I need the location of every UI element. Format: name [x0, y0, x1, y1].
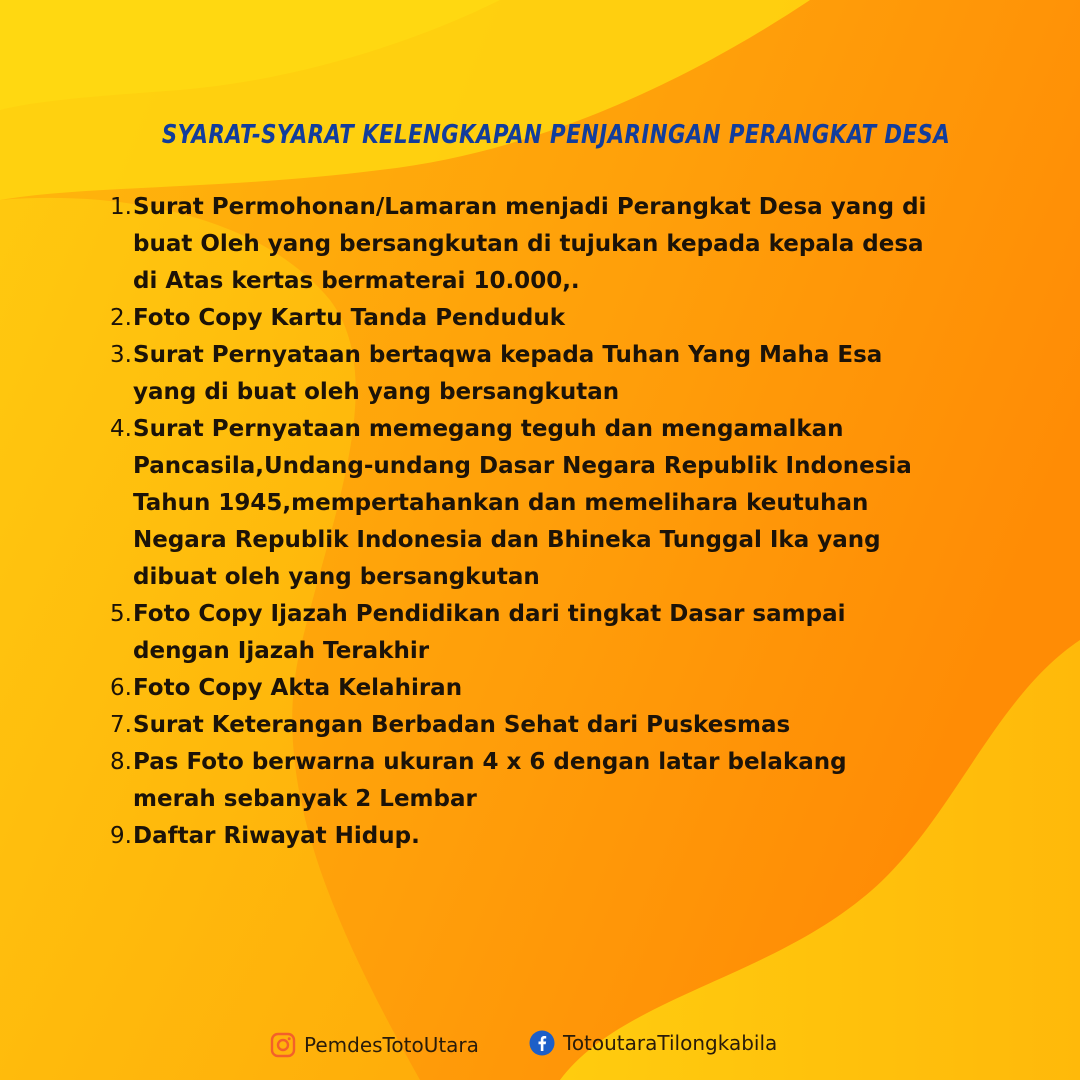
list-item-line: dengan Ijazah Terakhir	[133, 638, 430, 664]
list-item-line: dibuat oleh yang bersangkutan	[133, 564, 540, 590]
list-item-number: 9.	[110, 823, 132, 849]
list-item-text	[133, 300, 1034, 337]
list-item-text	[133, 670, 1034, 707]
list-item-number: 1.	[110, 194, 132, 220]
list-item-line: buat Oleh yang bersangkutan di tujukan kepada kepala desa	[133, 231, 924, 257]
list-item-line: Surat Pernyataan memegang teguh dan mengamalkan	[133, 416, 844, 442]
instagram-link[interactable]	[270, 1032, 479, 1058]
list-item-line: Daftar Riwayat Hidup.	[133, 823, 420, 849]
list-item	[104, 300, 1034, 337]
list-item-text	[133, 596, 1034, 670]
list-item-line: Pancasila,Undang-undang Dasar Negara Republik Indonesia	[133, 453, 912, 479]
list-item-line: Foto Copy Kartu Tanda Penduduk	[133, 305, 566, 331]
list-item-number: 6.	[110, 675, 132, 701]
list-item-text	[133, 744, 1034, 818]
list-item-text	[133, 818, 1034, 855]
list-item-line: Negara Republik Indonesia dan Bhineka Tunggal Ika yang	[133, 527, 881, 553]
list-item-number: 4.	[110, 416, 132, 442]
list-item-text	[133, 707, 1034, 744]
facebook-link[interactable]	[529, 1030, 777, 1056]
footer	[0, 1032, 1080, 1068]
list-item-text	[133, 189, 1034, 300]
list-item-text	[133, 411, 1034, 596]
list-item-line: di Atas kertas bermaterai 10.000,.	[133, 268, 580, 294]
list-item-line: merah sebanyak 2 Lembar	[133, 786, 477, 812]
list-item-number: 2.	[110, 305, 132, 331]
list-item-line: Tahun 1945,mempertahankan dan memelihara keutuhan	[133, 490, 869, 516]
facebook-handle: TotoutaraTilongkabila	[563, 1031, 778, 1055]
instagram-handle: PemdesTotoUtara	[304, 1033, 479, 1057]
list-item-number: 3.	[110, 342, 132, 368]
list-item-line: Foto Copy Akta Kelahiran	[133, 675, 463, 701]
list-item-text	[133, 337, 1034, 411]
list-item	[104, 670, 1034, 707]
list-item	[104, 337, 1034, 411]
list-item	[104, 707, 1034, 744]
page-title: SYARAT-SYARAT KELENGKAPAN PENJARINGAN PERANGKAT DESA	[161, 120, 951, 150]
list-item-line: Surat Permohonan/Lamaran menjadi Perangkat Desa yang di	[133, 194, 927, 220]
list-item	[104, 744, 1034, 818]
list-item	[104, 818, 1034, 855]
requirements-list	[104, 189, 1034, 855]
list-item-number: 8.	[110, 749, 132, 775]
list-item-number: 5.	[110, 601, 132, 627]
instagram-icon	[270, 1032, 296, 1058]
list-item-line: Surat Keterangan Berbadan Sehat dari Puskesmas	[133, 712, 791, 738]
list-item	[104, 189, 1034, 300]
list-item	[104, 411, 1034, 596]
list-item-line: yang di buat oleh yang bersangkutan	[133, 379, 620, 405]
list-item-line: Foto Copy Ijazah Pendidikan dari tingkat Dasar sampai	[133, 601, 846, 627]
list-item-number: 7.	[110, 712, 132, 738]
list-item	[104, 596, 1034, 670]
list-item-line: Pas Foto berwarna ukuran 4 x 6 dengan latar belakang	[133, 749, 847, 775]
list-item-line: Surat Pernyataan bertaqwa kepada Tuhan Yang Maha Esa	[133, 342, 883, 368]
facebook-icon	[529, 1030, 555, 1056]
